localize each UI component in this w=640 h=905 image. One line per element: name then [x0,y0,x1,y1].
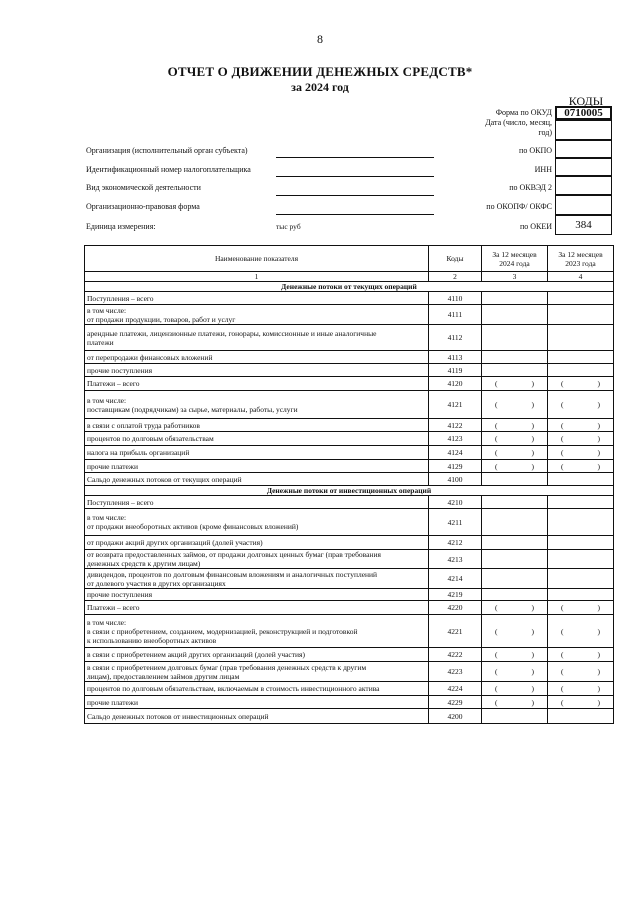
value-2024: ( ) [482,601,548,615]
value-2023 [548,496,614,509]
row-code: 4129 [429,460,482,473]
row-label: процентов по долговым обязательствам, включаемым в стоимость инвестиционного актива [85,682,429,696]
inn-label: ИНН [534,165,552,174]
row-label: Поступления – всего [85,292,429,305]
value-2024 [482,351,548,364]
unit-value: тыс руб [276,222,301,231]
table-row [85,446,614,460]
org-label: Организация (исполнительный орган субъекта) [86,146,248,155]
row-code: 4223 [429,662,482,682]
date-box [555,120,612,140]
table-row [85,432,614,446]
row-label: Платежи – всего [85,601,429,615]
value-2023 [548,364,614,377]
value-2023: ( ) [548,391,614,419]
row-label: прочие поступления [85,364,429,377]
value-2023 [548,536,614,550]
codes-header: КОДЫ [568,94,604,108]
okopf-label: по ОКОПФ/ ОКФС [486,202,552,211]
activity-underline [276,195,434,196]
value-2024 [482,292,548,305]
value-2024 [482,569,548,589]
value-2023 [548,325,614,351]
okei-label: по ОКЕИ [519,222,552,231]
table-header-row [85,246,614,272]
header-codes: Коды [429,246,482,272]
legal-form-label: Организационно-правовая форма [86,202,200,211]
value-2024 [482,305,548,325]
table-row [85,305,614,325]
value-2024: ( ) [482,460,548,473]
table-row [85,364,614,377]
table-row [85,377,614,391]
row-code: 4124 [429,446,482,460]
row-code: 4123 [429,432,482,446]
table-row [85,682,614,696]
row-code: 4120 [429,377,482,391]
row-label: налога на прибыль организаций [85,446,429,460]
value-2023: ( ) [548,682,614,696]
row-label: от возврата предоставленных займов, от продажи долговых ценных бумаг (прав требования денежных средств к другим лицам) [85,550,429,569]
table-row [85,569,614,589]
row-code: 4221 [429,615,482,648]
table-row [85,615,614,648]
activity-label: Вид экономической деятельности [86,183,201,192]
value-2023: ( ) [548,446,614,460]
value-2023: ( ) [548,460,614,473]
table-row [85,589,614,601]
okpo-box [555,140,612,158]
row-code: 4121 [429,391,482,419]
header-period-2024: За 12 месяцев 2024 года [482,246,548,272]
row-code: 4112 [429,325,482,351]
okpo-label: по ОКПО [519,146,552,155]
row-code: 4222 [429,648,482,662]
value-2024 [482,536,548,550]
inn-box [555,158,612,176]
value-2023 [548,550,614,569]
date-label-2: год) [538,128,552,137]
section-current-ops: Денежные потоки от текущих операций [85,282,614,292]
value-2023 [548,569,614,589]
value-2024: ( ) [482,446,548,460]
row-label: прочие платежи [85,460,429,473]
table-row [85,496,614,509]
date-label-1: Дата (число, месяц, [485,118,552,127]
row-code: 4212 [429,536,482,550]
row-label: Сальдо денежных потоков от инвестиционных операций [85,709,429,724]
value-2023: ( ) [548,432,614,446]
value-2023 [548,509,614,536]
table-row [85,351,614,364]
table-row [85,391,614,419]
value-2023 [548,292,614,305]
report-period: за 2024 год [291,80,349,94]
table-row [85,696,614,709]
inn-label-left: Идентификационный номер налогоплательщика [86,165,251,174]
table-row [85,460,614,473]
table-row [85,325,614,351]
value-2023 [548,351,614,364]
row-code: 4110 [429,292,482,305]
row-label: в связи с приобретением долговых бумаг (прав требования денежных средств к другим лицам), предоставлением займов другим лицам [85,662,429,682]
row-code: 4224 [429,682,482,696]
table-row [85,709,614,724]
cash-flow-table [84,245,614,724]
row-label: в том числе: поставщикам (подрядчикам) за сырье, материалы, работы, услуги [85,391,429,419]
table-row [85,662,614,682]
value-2024: ( ) [482,377,548,391]
row-code: 4219 [429,589,482,601]
report-title: ОТЧЕТ О ДВИЖЕНИИ ДЕНЕЖНЫХ СРЕДСТВ* [167,64,473,79]
table-row [85,550,614,569]
okved-label: по ОКВЭД 2 [509,183,552,192]
value-2024: ( ) [482,696,548,709]
row-code: 4229 [429,696,482,709]
table-row [85,292,614,305]
value-2023 [548,589,614,601]
okud-label: Форма по ОКУД [495,108,552,117]
value-2023: ( ) [548,377,614,391]
value-2024: ( ) [482,682,548,696]
row-label: прочие поступления [85,589,429,601]
value-2024 [482,509,548,536]
colnum-4: 4 [548,272,614,282]
value-2023 [548,709,614,724]
row-code: 4211 [429,509,482,536]
row-label: арендные платежи, лицензионные платежи, гонорары, комиссионные и иные аналогичные платежи [85,325,429,351]
legal-form-underline [276,214,434,215]
value-2024: ( ) [482,432,548,446]
value-2024: ( ) [482,391,548,419]
value-2023: ( ) [548,696,614,709]
section-row [85,282,614,292]
table-row [85,648,614,662]
row-code: 4122 [429,419,482,432]
okei-code-box: 384 [555,215,612,235]
row-label: Поступления – всего [85,496,429,509]
value-2024 [482,709,548,724]
colnum-2: 2 [429,272,482,282]
value-2024 [482,364,548,377]
row-label: от продажи акций других организаций (долей участия) [85,536,429,550]
row-label: Платежи – всего [85,377,429,391]
row-code: 4111 [429,305,482,325]
value-2024 [482,473,548,486]
value-2023: ( ) [548,419,614,432]
row-label: прочие платежи [85,696,429,709]
colnum-1: 1 [85,272,429,282]
okved-box [555,176,612,195]
value-2023: ( ) [548,648,614,662]
value-2024 [482,550,548,569]
row-label: в связи с оплатой труда работников [85,419,429,432]
column-number-row [85,272,614,282]
table-row [85,601,614,615]
value-2023: ( ) [548,601,614,615]
value-2023 [548,305,614,325]
row-code: 4220 [429,601,482,615]
page-number: 8 [317,32,323,46]
org-underline [276,157,434,158]
row-label: в том числе: от продажи внеоборотных активов (кроме финансовых вложений) [85,509,429,536]
row-label: процентов по долговым обязательствам [85,432,429,446]
value-2024 [482,589,548,601]
value-2024: ( ) [482,419,548,432]
value-2023: ( ) [548,662,614,682]
okud-code-box: 0710005 [555,106,612,120]
row-code: 4113 [429,351,482,364]
table-row [85,419,614,432]
value-2024: ( ) [482,662,548,682]
value-2024 [482,496,548,509]
colnum-3: 3 [482,272,548,282]
row-code: 4213 [429,550,482,569]
inn-underline [276,176,434,177]
row-label: дивидендов, процентов по долговым финансовым вложениям и аналогичных поступлений от долевого участия в других организациях [85,569,429,589]
value-2024: ( ) [482,615,548,648]
value-2024: ( ) [482,648,548,662]
unit-label: Единица измерения: [86,222,156,231]
row-label: в том числе: в связи с приобретением, созданием, модернизацией, реконструкцией и подготовкой к использованию внеоборотных активов [85,615,429,648]
table-row [85,536,614,550]
section-row [85,486,614,496]
header-period-2023: За 12 месяцев 2023 года [548,246,614,272]
header-name: Наименование показателя [85,246,429,272]
value-2024 [482,325,548,351]
row-code: 4100 [429,473,482,486]
okopf-box [555,195,612,215]
row-code: 4119 [429,364,482,377]
section-investment-ops: Денежные потоки от инвестиционных операций [85,486,614,496]
value-2023 [548,473,614,486]
table-row [85,509,614,536]
table-row [85,473,614,486]
row-label: в связи с приобретением акций других организаций (долей участия) [85,648,429,662]
row-code: 4200 [429,709,482,724]
row-label: от перепродажи финансовых вложений [85,351,429,364]
row-label: Сальдо денежных потоков от текущих операций [85,473,429,486]
value-2023: ( ) [548,615,614,648]
row-label: в том числе: от продажи продукции, товаров, работ и услуг [85,305,429,325]
row-code: 4214 [429,569,482,589]
row-code: 4210 [429,496,482,509]
